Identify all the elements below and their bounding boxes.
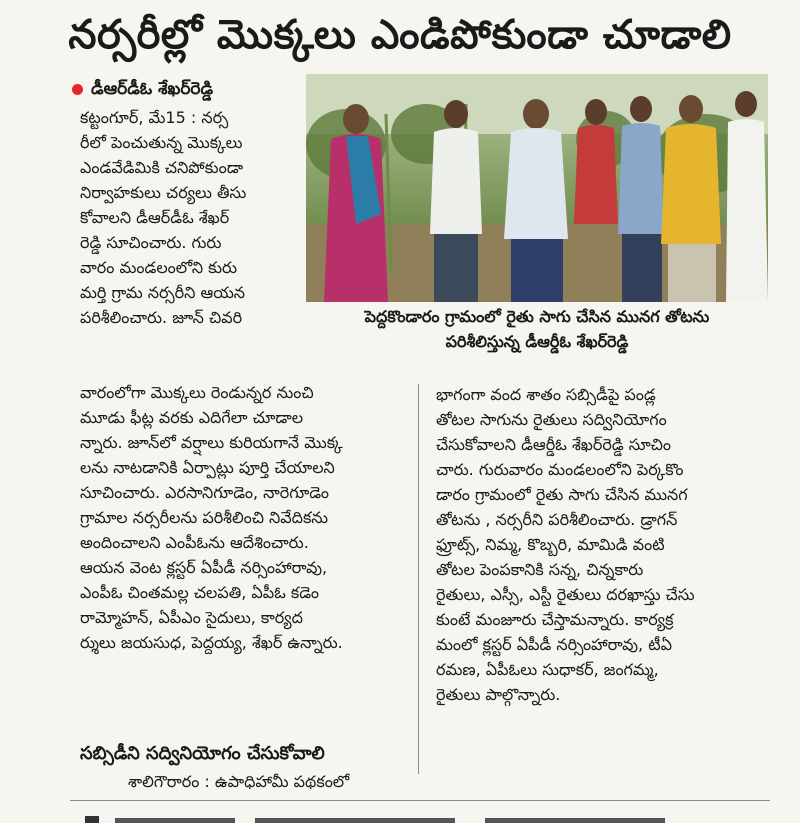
column-divider [418,384,419,774]
text-line: రైతులు పాల్గొన్నారు. [436,685,561,704]
bottom-rule [70,800,770,801]
left-column-bottom [80,380,400,655]
text-line: తోటల పెంపకానికి సన్న, చిన్నకారు [436,560,644,579]
text-line: కోవాలని డీఆర్‌డీఓ శేఖర్ [80,208,230,227]
text-line: తోటను , నర్సరీని పరిశీలించారు. డ్రాగన్ [436,510,678,529]
text-line: కుంటే మంజూరు చేస్తామన్నారు. కార్యక్ర [436,610,674,629]
text-line: సూచించారు. ఎరసానిగూడెం, నారెగూడెం [80,483,329,502]
text-line: వారంలోగా మొక్కలు రెండున్నర నుంచి [80,383,314,402]
text-line: ఎండవేడిమికి చనిపోకుండా [80,158,244,177]
news-photo [306,74,768,302]
text-line: వారం మండలంలోని కురు [80,258,238,277]
photo-caption-line: పెద్దకొండారం గ్రామంలో రైతు సాగు చేసిన మునగ తోటను [364,307,710,326]
text-line: ఫ్రూట్స్, నిమ్మ, కొబ్బరి, మామిడి వంటి [436,535,665,554]
text-line: కట్టంగూర్, మే15 : నర్స [80,108,229,127]
text-line: డారం గ్రామంలో రైతు సాగు చేసిన మునగ [436,485,688,504]
text-line: రెడ్డి సూచించారు. గురు [80,233,222,252]
left-column-top [80,105,310,330]
text-line: న్నారు. జూన్‌లో వర్షాలు కురియగానే మొక్క [80,433,343,452]
text-line: అందించాలని ఎంపీఓను ఆదేశించారు. [80,533,309,552]
text-line: రామ్మోహన్, ఏపీఎం సైదులు, కార్యద [80,608,303,627]
byline [72,76,312,102]
byline-text: డీఆర్‌డీఓ శేఖర్‌రెడ్డి [91,79,214,99]
text-line: తోటల సాగును రైతులు సద్వినియోగం [436,410,667,429]
right-column [436,382,766,707]
text-line: రమణ, ఏపీఓలు సుధాకర్, జంగమ్మ, [436,660,659,679]
text-line: రీలో పెంచుతున్న మొక్కలు [80,133,243,152]
text-line: భాగంగా వంద శాతం సబ్సిడీపై పండ్ల [436,385,656,404]
photo-caption-line: పరిశీలిస్తున్న డీఆర్డీఓ శేఖర్‌రెడ్డి [445,332,629,351]
text-line: లను నాటడానికి ఏర్పాట్లు పూర్తి చేయాలని [80,458,335,477]
text-line: చారు. గురువారం మండలంలోని పెర్కకొం [436,460,684,479]
text-line: ఆయన వెంట క్లస్టర్ ఏపీడీ నర్సింహారావు, [80,558,328,577]
sub-headline: సబ్సిడీని సద్వినియోగం చేసుకోవాలి [80,743,325,764]
article-headline: నర్సరీల్లో మొక్కలు ఎండిపోకుండా చూడాలి [68,12,732,58]
text-line: మర్తి గ్రామ నర్సరీని ఆయన [80,283,246,302]
text-line: గ్రామాల నర్సరీలను పరిశీలించి నివేదికను [80,508,329,527]
text-line: మంలో క్లస్టర్ ఏపీడీ నర్సింహారావు, టీఏ [436,635,672,654]
text-line: చేసుకోవాలని డీఆర్డీఓ శేఖర్‌రెడ్డి సూచిం [436,435,672,454]
red-bullet-icon [72,84,83,95]
sub-article-lead: శాలిగౌరారం : ఉపాధిహామీ పథకంలో [128,772,350,791]
news-photo-illustration [306,74,768,302]
text-line: పరిశీలించారు. జూన్ చివరి [80,308,243,327]
cropped-next-article [85,810,765,823]
text-line: మూడు ఫీట్ల వరకు ఎదిగేలా చూడాల [80,408,304,427]
text-line: ఎంపీఓ చింతమల్ల చలపతి, ఏపీఓ కడెం [80,583,319,602]
text-line: ర్శులు జయసుధ, పెద్దయ్య, శేఖర్ ఉన్నారు. [80,633,343,652]
text-line: నిర్వాహకులు చర్యలు తీసు [80,183,247,202]
cropped-text-icon [85,812,765,823]
photo-caption [306,304,768,354]
text-line: రైతులు, ఎస్సీ, ఎస్టీ రైతులు దరఖాస్తు చేసు [436,585,695,604]
